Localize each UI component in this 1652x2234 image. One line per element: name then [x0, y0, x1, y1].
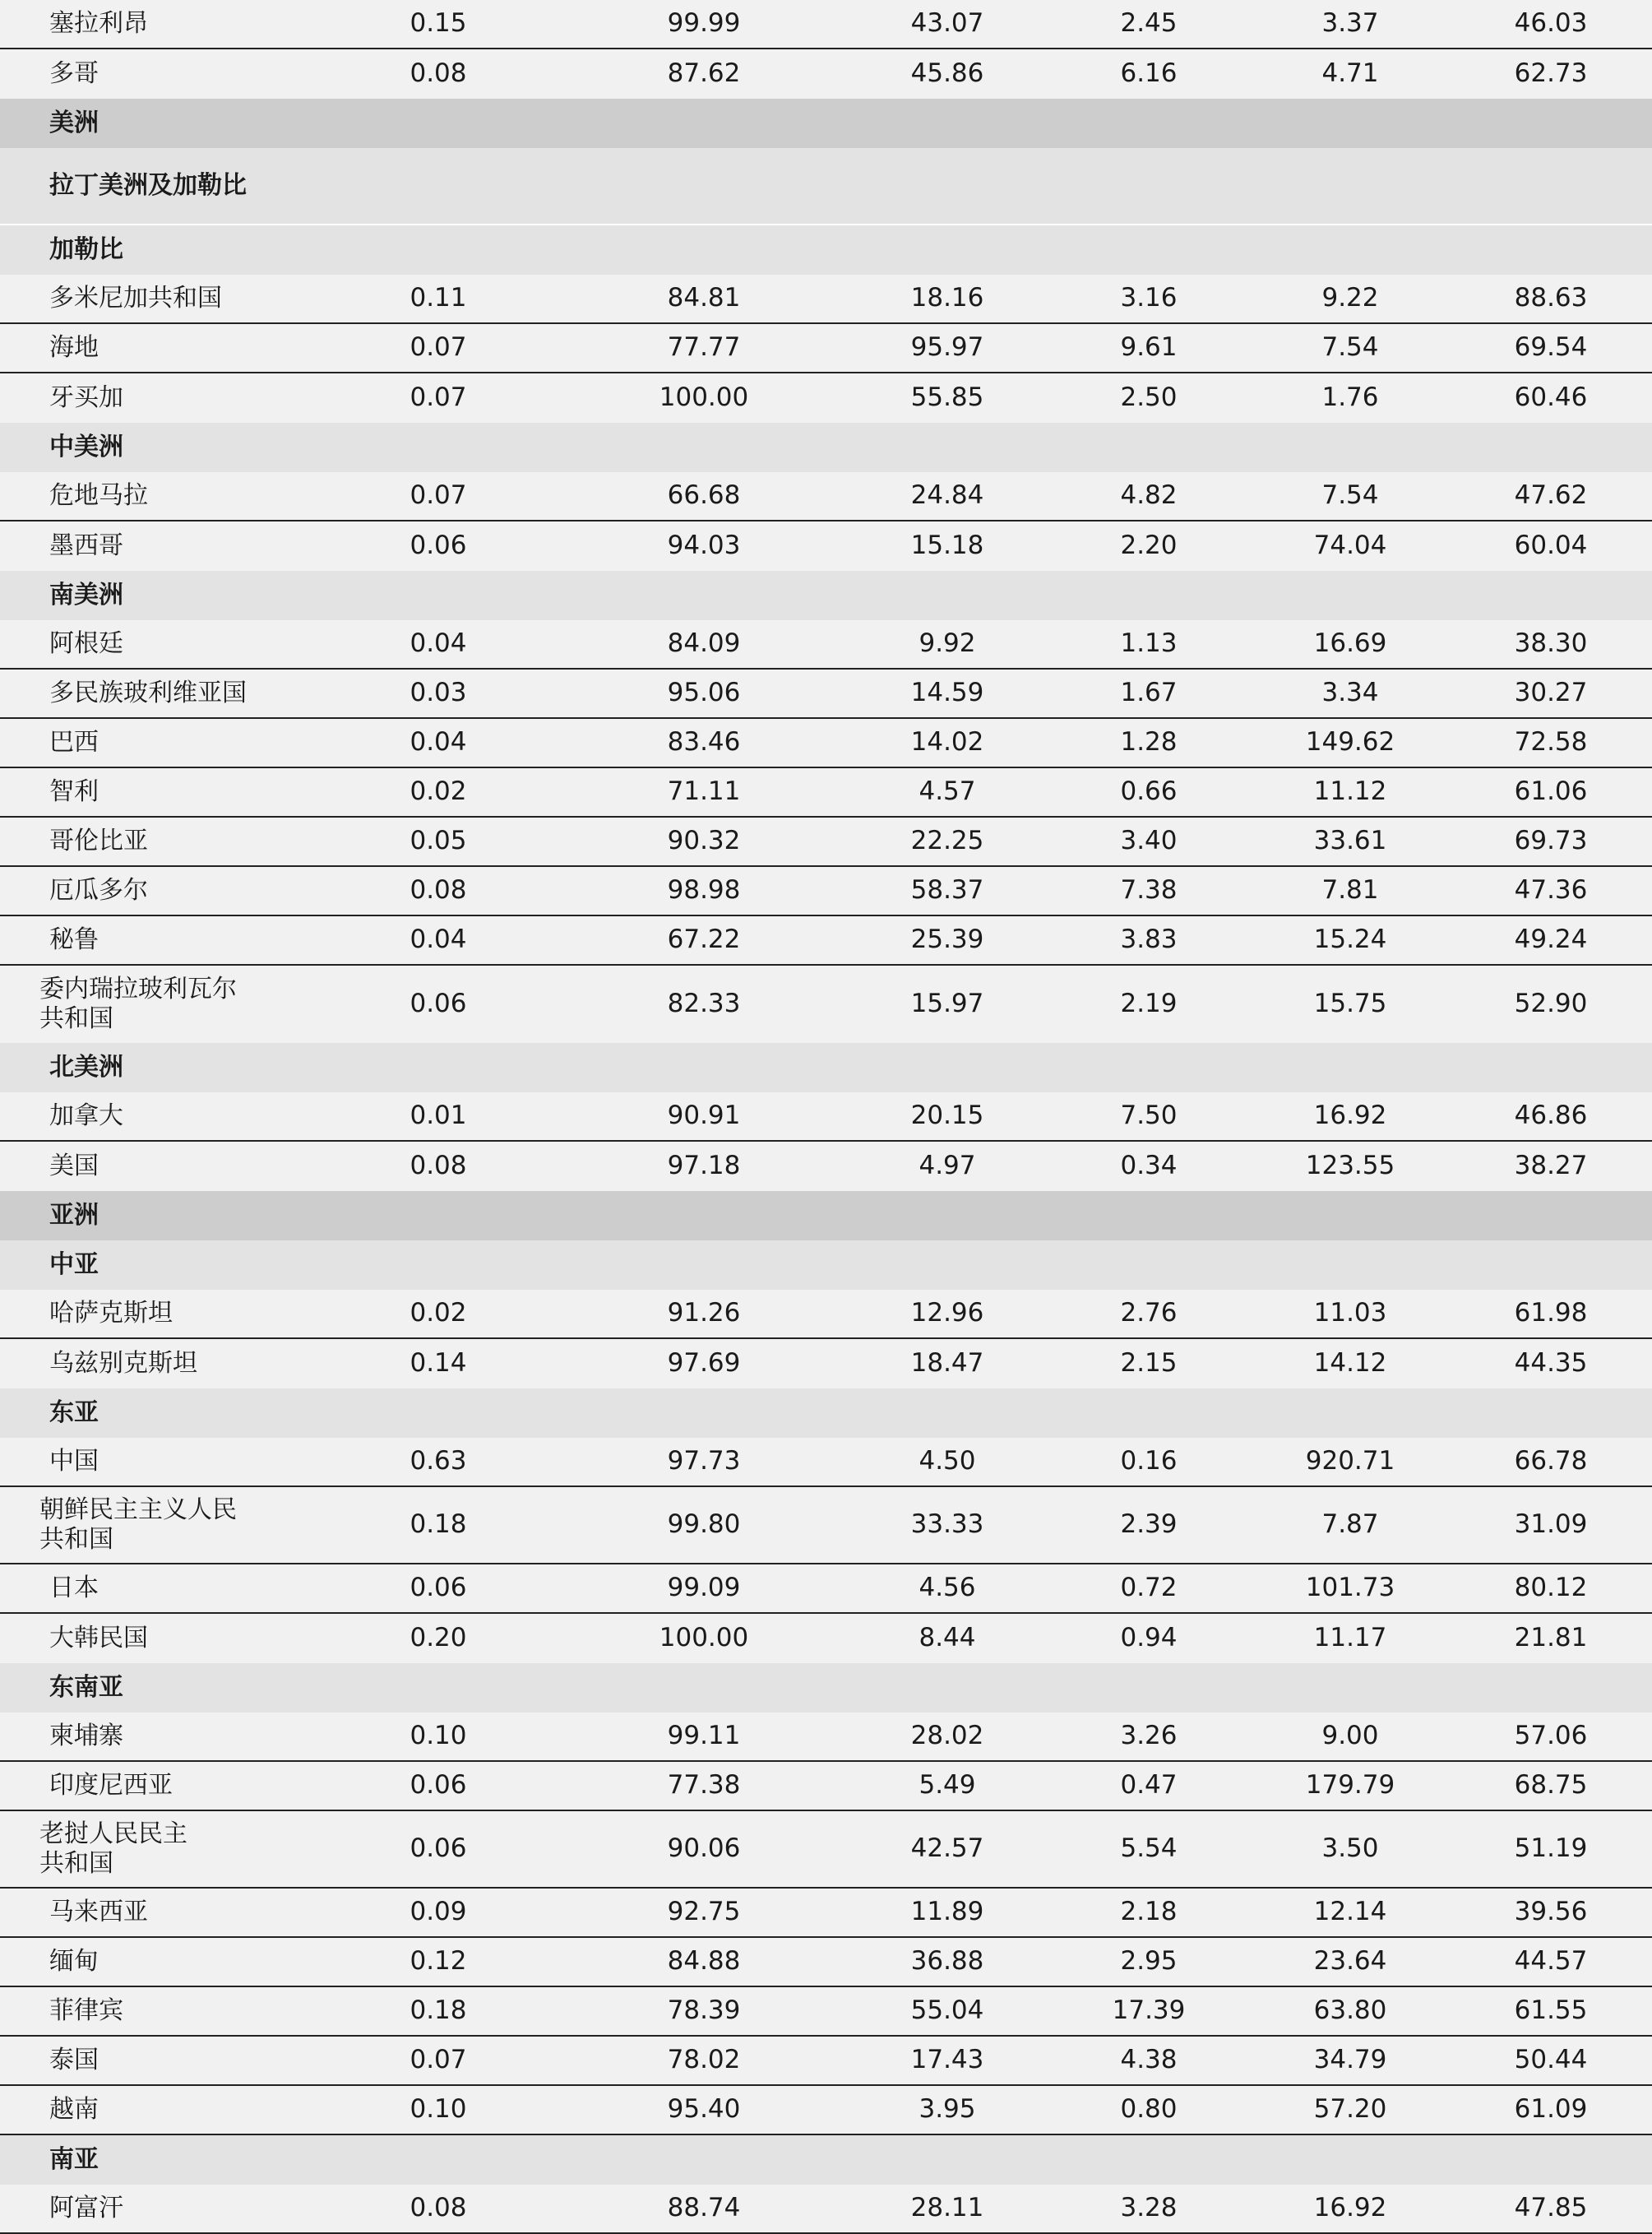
- value-cell: 0.11: [410, 283, 467, 313]
- country-name: 多哥: [49, 59, 99, 88]
- region-heading: 东亚: [49, 1398, 99, 1427]
- country-name: 乌兹别克斯坦: [49, 1349, 197, 1378]
- value-cell: 7.50: [1120, 1101, 1178, 1131]
- value-cell: 0.08: [410, 1151, 467, 1181]
- region-heading-row: [0, 571, 1652, 620]
- value-cell: 61.09: [1514, 2094, 1588, 2125]
- value-cell: 16.69: [1313, 628, 1387, 659]
- value-cell: 46.86: [1514, 1101, 1588, 1131]
- value-cell: 3.28: [1120, 2193, 1178, 2223]
- value-cell: 62.73: [1514, 58, 1588, 89]
- value-cell: 69.54: [1514, 332, 1588, 363]
- value-cell: 14.59: [910, 678, 984, 708]
- country-name: 危地马拉: [49, 481, 148, 510]
- value-cell: 50.44: [1514, 2045, 1588, 2075]
- value-cell: 4.97: [919, 1151, 976, 1181]
- value-cell: 47.62: [1514, 480, 1588, 511]
- value-cell: 95.06: [667, 678, 741, 708]
- value-cell: 57.06: [1514, 1721, 1588, 1751]
- value-cell: 97.69: [667, 1348, 741, 1379]
- value-cell: 52.90: [1514, 989, 1588, 1019]
- value-cell: 90.06: [667, 1833, 741, 1864]
- value-cell: 0.07: [410, 2045, 467, 2075]
- value-cell: 2.50: [1120, 382, 1178, 413]
- value-cell: 0.04: [410, 925, 467, 955]
- value-cell: 1.76: [1321, 382, 1379, 413]
- value-cell: 11.03: [1313, 1298, 1387, 1328]
- value-cell: 0.09: [410, 1897, 467, 1927]
- value-cell: 2.95: [1120, 1946, 1178, 1977]
- value-cell: 61.55: [1514, 1995, 1588, 2026]
- value-cell: 11.12: [1313, 776, 1387, 807]
- country-name: 柬埔寨: [49, 1722, 123, 1750]
- value-cell: 0.06: [410, 1573, 467, 1603]
- value-cell: 0.47: [1120, 1770, 1178, 1801]
- value-cell: 97.18: [667, 1151, 741, 1181]
- value-cell: 0.18: [410, 1995, 467, 2026]
- region-heading-row: [0, 423, 1652, 472]
- table-row: [0, 1811, 1652, 1889]
- value-cell: 0.07: [410, 332, 467, 363]
- value-cell: 7.54: [1321, 480, 1379, 511]
- value-cell: 90.91: [667, 1101, 741, 1131]
- value-cell: 47.36: [1514, 875, 1588, 906]
- country-name: 大韩民国: [49, 1624, 148, 1652]
- value-cell: 69.73: [1514, 826, 1588, 856]
- value-cell: 0.72: [1120, 1573, 1178, 1603]
- value-cell: 9.00: [1321, 1721, 1379, 1751]
- value-cell: 44.35: [1514, 1348, 1588, 1379]
- region-heading-row: [0, 1663, 1652, 1713]
- value-cell: 179.79: [1305, 1770, 1395, 1801]
- table-row: [0, 324, 1652, 373]
- table-row: [0, 1762, 1652, 1811]
- table-row: [0, 373, 1652, 423]
- value-cell: 17.39: [1112, 1995, 1186, 2026]
- table-row: [0, 1092, 1652, 1142]
- value-cell: 0.07: [410, 382, 467, 413]
- value-cell: 2.18: [1120, 1897, 1178, 1927]
- table-row: [0, 1614, 1652, 1663]
- value-cell: 0.02: [410, 776, 467, 807]
- continent-heading-row: [0, 1191, 1652, 1240]
- region-heading-row: [0, 225, 1652, 275]
- value-cell: 95.97: [910, 332, 984, 363]
- region-heading: 东南亚: [49, 1673, 123, 1702]
- value-cell: 3.26: [1120, 1721, 1178, 1751]
- region-heading: 中亚: [49, 1250, 99, 1279]
- value-cell: 49.24: [1514, 925, 1588, 955]
- value-cell: 57.20: [1313, 2094, 1387, 2125]
- country-name: 秘鲁: [49, 925, 99, 954]
- country-name-text: 委内瑞拉玻利瓦尔 共和国: [39, 975, 237, 1033]
- value-cell: 0.08: [410, 58, 467, 89]
- value-cell: 55.04: [910, 1995, 984, 2026]
- value-cell: 15.97: [910, 989, 984, 1019]
- value-cell: 0.10: [410, 1721, 467, 1751]
- country-name: 多民族玻利维亚国: [49, 679, 247, 707]
- country-name: 哥伦比亚: [49, 827, 148, 855]
- value-cell: 0.66: [1120, 776, 1178, 807]
- table-row: [0, 768, 1652, 818]
- table-row: [0, 620, 1652, 670]
- value-cell: 4.57: [919, 776, 976, 807]
- country-name: 缅甸: [49, 1947, 99, 1976]
- table-row: [0, 719, 1652, 768]
- value-cell: 0.18: [410, 1509, 467, 1540]
- country-name: 印度尼西亚: [49, 1771, 173, 1800]
- value-cell: 30.27: [1514, 678, 1588, 708]
- country-name: 阿富汗: [49, 2194, 123, 2222]
- table-row: [0, 1487, 1652, 1564]
- value-cell: 0.20: [410, 1623, 467, 1653]
- value-cell: 45.86: [910, 58, 984, 89]
- value-cell: 3.16: [1120, 283, 1178, 313]
- value-cell: 60.04: [1514, 531, 1588, 561]
- value-cell: 6.16: [1120, 58, 1178, 89]
- value-cell: 91.26: [667, 1298, 741, 1328]
- value-cell: 61.98: [1514, 1298, 1588, 1328]
- value-cell: 2.15: [1120, 1348, 1178, 1379]
- value-cell: 84.88: [667, 1946, 741, 1977]
- value-cell: 74.04: [1313, 531, 1387, 561]
- value-cell: 0.63: [410, 1446, 467, 1476]
- value-cell: 36.88: [910, 1946, 984, 1977]
- value-cell: 80.12: [1514, 1573, 1588, 1603]
- region-heading: 北美洲: [49, 1053, 123, 1082]
- value-cell: 67.22: [667, 925, 741, 955]
- value-cell: 39.56: [1514, 1897, 1588, 1927]
- value-cell: 99.80: [667, 1509, 741, 1540]
- value-cell: 4.38: [1120, 2045, 1178, 2075]
- value-cell: 42.57: [910, 1833, 984, 1864]
- value-cell: 68.75: [1514, 1770, 1588, 1801]
- value-cell: 1.13: [1120, 628, 1178, 659]
- value-cell: 12.96: [910, 1298, 984, 1328]
- value-cell: 92.75: [667, 1897, 741, 1927]
- value-cell: 0.80: [1120, 2094, 1178, 2125]
- value-cell: 87.62: [667, 58, 741, 89]
- country-name: 马来西亚: [49, 1898, 148, 1926]
- country-name: 海地: [49, 333, 99, 362]
- table-row: [0, 818, 1652, 867]
- table-row: [0, 966, 1652, 1043]
- value-cell: 9.22: [1321, 283, 1379, 313]
- value-cell: 21.81: [1514, 1623, 1588, 1653]
- value-cell: 15.75: [1313, 989, 1387, 1019]
- table-row: [0, 2037, 1652, 2086]
- value-cell: 0.06: [410, 1833, 467, 1864]
- value-cell: 28.11: [910, 2193, 984, 2223]
- value-cell: 0.08: [410, 2193, 467, 2223]
- value-cell: 7.81: [1321, 875, 1379, 906]
- value-cell: 3.40: [1120, 826, 1178, 856]
- table-row: [0, 2086, 1652, 2135]
- value-cell: 0.16: [1120, 1446, 1178, 1476]
- table-row: [0, 2185, 1652, 2234]
- value-cell: 84.81: [667, 283, 741, 313]
- value-cell: 43.07: [910, 8, 984, 39]
- value-cell: 0.94: [1120, 1623, 1178, 1653]
- value-cell: 2.19: [1120, 989, 1178, 1019]
- country-name: 巴西: [49, 728, 99, 757]
- value-cell: 4.56: [919, 1573, 976, 1603]
- value-cell: 3.34: [1321, 678, 1379, 708]
- value-cell: 7.38: [1120, 875, 1178, 906]
- value-cell: 0.15: [410, 8, 467, 39]
- table-row: [0, 521, 1652, 571]
- value-cell: 920.71: [1305, 1446, 1395, 1476]
- region-heading: 南美洲: [49, 581, 123, 609]
- value-cell: 123.55: [1305, 1151, 1395, 1181]
- value-cell: 0.04: [410, 628, 467, 659]
- value-cell: 0.06: [410, 989, 467, 1019]
- region-heading-row: [0, 1240, 1652, 1290]
- value-cell: 4.82: [1120, 480, 1178, 511]
- value-cell: 38.30: [1514, 628, 1588, 659]
- value-cell: 61.06: [1514, 776, 1588, 807]
- value-cell: 77.77: [667, 332, 741, 363]
- value-cell: 5.49: [919, 1770, 976, 1801]
- value-cell: 1.67: [1120, 678, 1178, 708]
- value-cell: 16.92: [1313, 1101, 1387, 1131]
- value-cell: 3.83: [1120, 925, 1178, 955]
- table-row: [0, 472, 1652, 521]
- value-cell: 90.32: [667, 826, 741, 856]
- value-cell: 1.28: [1120, 727, 1178, 758]
- value-cell: 0.07: [410, 480, 467, 511]
- country-name: 美国: [49, 1152, 99, 1180]
- value-cell: 17.43: [910, 2045, 984, 2075]
- value-cell: 2.20: [1120, 531, 1178, 561]
- region-heading-row: [0, 1388, 1652, 1438]
- value-cell: 0.05: [410, 826, 467, 856]
- region-heading-row: [0, 1043, 1652, 1092]
- region-heading: 加勒比: [49, 235, 123, 264]
- value-cell: 14.12: [1313, 1348, 1387, 1379]
- value-cell: 46.03: [1514, 8, 1588, 39]
- value-cell: 58.37: [910, 875, 984, 906]
- country-name: 日本: [49, 1574, 99, 1602]
- value-cell: 0.02: [410, 1298, 467, 1328]
- value-cell: 83.46: [667, 727, 741, 758]
- value-cell: 3.95: [919, 2094, 976, 2125]
- value-cell: 100.00: [659, 1623, 749, 1653]
- value-cell: 20.15: [910, 1101, 984, 1131]
- table-row: [0, 1564, 1652, 1614]
- value-cell: 11.17: [1313, 1623, 1387, 1653]
- country-name: 越南: [49, 2095, 99, 2124]
- value-cell: 16.92: [1313, 2193, 1387, 2223]
- country-name: [39, 1487, 286, 1563]
- value-cell: 7.54: [1321, 332, 1379, 363]
- value-cell: 101.73: [1305, 1573, 1395, 1603]
- value-cell: 0.06: [410, 531, 467, 561]
- table-row: [0, 0, 1652, 49]
- value-cell: 0.34: [1120, 1151, 1178, 1181]
- table-row: [0, 1713, 1652, 1762]
- value-cell: 97.73: [667, 1446, 741, 1476]
- continent-heading: 美洲: [49, 109, 99, 137]
- country-name-text: 老挝人民民主 共和国: [39, 1819, 187, 1878]
- country-name: [39, 1811, 286, 1887]
- value-cell: 100.00: [659, 382, 749, 413]
- value-cell: 25.39: [910, 925, 984, 955]
- value-cell: 149.62: [1305, 727, 1395, 758]
- value-cell: 23.64: [1313, 1946, 1387, 1977]
- table-row: [0, 275, 1652, 324]
- value-cell: 11.89: [910, 1897, 984, 1927]
- table-row: [0, 867, 1652, 916]
- value-cell: 55.85: [910, 382, 984, 413]
- table-row: [0, 1142, 1652, 1191]
- value-cell: 4.50: [919, 1446, 976, 1476]
- value-cell: 0.06: [410, 1770, 467, 1801]
- value-cell: 9.61: [1120, 332, 1178, 363]
- country-name: 阿根廷: [49, 629, 123, 658]
- country-name: 菲律宾: [49, 1996, 123, 2025]
- country-name: 中国: [49, 1447, 99, 1476]
- value-cell: 99.99: [667, 8, 741, 39]
- country-name: 牙买加: [49, 383, 123, 412]
- country-name-text: 朝鲜民主主义人民 共和国: [39, 1495, 237, 1554]
- value-cell: 2.76: [1120, 1298, 1178, 1328]
- value-cell: 18.16: [910, 283, 984, 313]
- table-row: [0, 1290, 1652, 1339]
- value-cell: 2.45: [1120, 8, 1178, 39]
- value-cell: 88.74: [667, 2193, 741, 2223]
- region-heading-row: [0, 148, 1652, 225]
- value-cell: 0.12: [410, 1946, 467, 1977]
- value-cell: 84.09: [667, 628, 741, 659]
- value-cell: 18.47: [910, 1348, 984, 1379]
- value-cell: 0.04: [410, 727, 467, 758]
- value-cell: 14.02: [910, 727, 984, 758]
- value-cell: 0.03: [410, 678, 467, 708]
- value-cell: 4.71: [1321, 58, 1379, 89]
- value-cell: 33.61: [1313, 826, 1387, 856]
- value-cell: 47.85: [1514, 2193, 1588, 2223]
- value-cell: 33.33: [910, 1509, 984, 1540]
- country-name: 塞拉利昂: [49, 9, 148, 38]
- value-cell: 0.10: [410, 2094, 467, 2125]
- value-cell: 60.46: [1514, 382, 1588, 413]
- table-row: [0, 1339, 1652, 1388]
- value-cell: 94.03: [667, 531, 741, 561]
- country-name: 多米尼加共和国: [49, 284, 222, 313]
- value-cell: 7.87: [1321, 1509, 1379, 1540]
- value-cell: 44.57: [1514, 1946, 1588, 1977]
- value-cell: 31.09: [1514, 1509, 1588, 1540]
- value-cell: 77.38: [667, 1770, 741, 1801]
- region-heading: 南亚: [49, 2145, 99, 2174]
- region-heading: 拉丁美洲及加勒比: [49, 171, 247, 200]
- table-row: [0, 1889, 1652, 1938]
- country-name: 加拿大: [49, 1101, 123, 1130]
- value-cell: 99.11: [667, 1721, 741, 1751]
- value-cell: 78.02: [667, 2045, 741, 2075]
- continent-heading-row: [0, 99, 1652, 148]
- value-cell: 24.84: [910, 480, 984, 511]
- value-cell: 34.79: [1313, 2045, 1387, 2075]
- region-heading: 中美洲: [49, 433, 123, 461]
- continent-heading: 亚洲: [49, 1201, 99, 1230]
- country-name: 厄瓜多尔: [49, 876, 148, 905]
- value-cell: 0.01: [410, 1101, 467, 1131]
- table-row: [0, 1938, 1652, 1987]
- value-cell: 88.63: [1514, 283, 1588, 313]
- value-cell: 0.08: [410, 875, 467, 906]
- value-cell: 0.14: [410, 1348, 467, 1379]
- value-cell: 15.24: [1313, 925, 1387, 955]
- value-cell: 12.14: [1313, 1897, 1387, 1927]
- value-cell: 63.80: [1313, 1995, 1387, 2026]
- value-cell: 5.54: [1120, 1833, 1178, 1864]
- table-row: [0, 916, 1652, 966]
- value-cell: 51.19: [1514, 1833, 1588, 1864]
- value-cell: 99.09: [667, 1573, 741, 1603]
- value-cell: 66.78: [1514, 1446, 1588, 1476]
- value-cell: 72.58: [1514, 727, 1588, 758]
- table-row: [0, 49, 1652, 99]
- value-cell: 2.39: [1120, 1509, 1178, 1540]
- table-row: [0, 1438, 1652, 1487]
- value-cell: 9.92: [919, 628, 976, 659]
- value-cell: 98.98: [667, 875, 741, 906]
- country-name: 墨西哥: [49, 531, 123, 560]
- country-name: [39, 966, 286, 1043]
- country-name: 智利: [49, 777, 99, 806]
- region-heading-row: [0, 2135, 1652, 2185]
- value-cell: 82.33: [667, 989, 741, 1019]
- value-cell: 3.50: [1321, 1833, 1379, 1864]
- country-name: 哈萨克斯坦: [49, 1299, 173, 1328]
- country-name: 泰国: [49, 2046, 99, 2074]
- value-cell: 38.27: [1514, 1151, 1588, 1181]
- value-cell: 78.39: [667, 1995, 741, 2026]
- value-cell: 95.40: [667, 2094, 741, 2125]
- value-cell: 28.02: [910, 1721, 984, 1751]
- value-cell: 15.18: [910, 531, 984, 561]
- table-row: [0, 1987, 1652, 2037]
- value-cell: 66.68: [667, 480, 741, 511]
- value-cell: 22.25: [910, 826, 984, 856]
- table-row: [0, 670, 1652, 719]
- value-cell: 8.44: [919, 1623, 976, 1653]
- value-cell: 3.37: [1321, 8, 1379, 39]
- value-cell: 71.11: [667, 776, 741, 807]
